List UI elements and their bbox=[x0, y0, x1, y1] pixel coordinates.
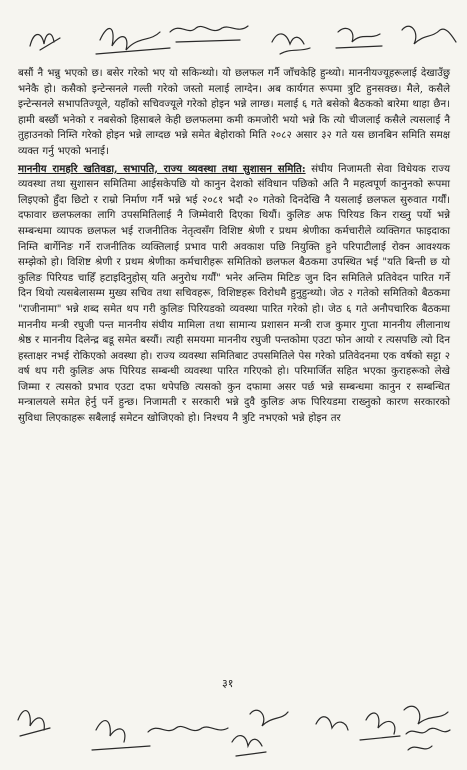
signatures-bottom bbox=[0, 690, 467, 766]
signatures-top bbox=[0, 2, 467, 62]
signature-7 bbox=[18, 711, 50, 736]
paragraph-text: संघीय निजामती सेवा विधेयक राज्य व्यवस्था तथा सुशासन समितिमा आईसकेपछि यो कानुन देशको संविधान पछिको अति नै महत्वपूर्ण कानुनको रूपमा लिइएको हुँदा छिटो र राम्रो निर्माण गर्नै भन्ने भई २०८१ भदौ २० गतेको दिनदेखि नै यसलाई छलफल सुरुवात गर्यौं। दफावार छलफलका लागि उपसमितिलाई नै जिम्मेवारी दिएका थियौं। कुलिङ अफ पिरियड किन राख्नु पर्यो भन्ने सम्बन्धमा व्यापक छलफल भई राजनीतिक नेतृत्वसँग विशिष्ट श्रेणी र प्रथम श्रेणीका कर्मचारीले व्यक्तिगत फाइदाका निम्ति बार्गेनिङ गर्ने राजनीतिक व्यक्तिलाई प्रभाव पारी अवकाश पछि नियुक्ति हुने परिपाटीलाई रोक्न आवश्यक सम्झेको हो। विशिष्ट श्रेणी र प्रथम श्रेणीका कर्मचारीहरू समितिको छलफल बैठकमा उपस्थित भई "यति बिन्ती छ यो कुलिङ पिरियड चाहिँ हटाइदिनुहोस् यति अनुरोध गर्यौं" भनेर अन्तिम मिटिङ जुन दिन समितिले प्रतिवेदन पारित गर्ने दिन थियो त्यसबेलासम्म मुख्य सचिव तथा सचिवहरू, विशिष्टहरू विरोधमै हुनुहुन्थ्यो। जेठ २ गतेको समितिको बैठकमा "राजीनामा" भन्ने शब्द समेत थप गरी कुलिङ पिरियडको व्यवस्था पारित गरेको हो। जेठ ६ गते अनौपचारिक बैठकमा माननीय मन्त्री रघुजी पन्त माननीय संघीय मामिला तथा सामान्य प्रशासन मन्त्री राज कुमार गुप्ता माननीय लीलानाथ श्रेष्ठ र माननीय दिलेन्द्र बडू समेत बस्यौं। त्यही समयमा माननीय रघुजी पन्तकोमा एउटा फोन आयो र त्यसपछि त्यो दिन हस्ताक्षर नभई रोकिएको अवस्था हो। राज्य व्यवस्था समितिबाट उपसमितिले पेस गरेको प्रतिवेदनमा एक वर्षको सट्टा २ वर्ष थप गरी कुलिङ अफ पिरियड सम्बन्धी व्यवस्था पारित गरिएको हो। परिमार्जित सहित भएका कुराहरूको लेखे जिम्मा र त्यसको प्रभाव एउटा दफा थपेपछि त्यसको कुन दफामा असर पर्छ भन्ने सम्बन्धमा कानुन र सम्बन्धित मन्त्रालयले समेत हेर्नु पर्ने हुन्छ। निजामती र सरकारी भन्ने दुवै कुलिङ अफ पिरियडमा राख्नुको कारण सरकारको सुविधा लिएकाहरू सबैलाई समेटन खोजिएको हो। निश्चय नै त्रुटि नभएको भन्ने होइन तर bbox=[18, 163, 450, 425]
signature-5 bbox=[336, 28, 382, 48]
paragraph-2 bbox=[18, 162, 450, 427]
signature-strip-top bbox=[0, 2, 467, 62]
signature-8 bbox=[92, 721, 150, 750]
signature-10 bbox=[232, 736, 266, 756]
signature-13 bbox=[360, 713, 400, 740]
body-text bbox=[18, 66, 450, 429]
signature-6 bbox=[402, 26, 456, 44]
signature-14 bbox=[404, 706, 450, 750]
signature-1 bbox=[30, 34, 60, 50]
signature-9 bbox=[148, 726, 228, 732]
signature-4 bbox=[272, 34, 310, 54]
signature-3 bbox=[170, 26, 248, 42]
speaker-heading: माननीय रामहरि खतिवडा, सभापति, राज्य व्यवस्था तथा सुशासन समिति: bbox=[18, 162, 306, 175]
paragraph-1 bbox=[18, 66, 450, 160]
paragraph-text: बसौं नै भन्नु भएको छ। बसेर गरेको भए यो सकिन्थ्यो। यो छलफल गर्नै जाँचकेहि हुन्थ्यो। माननीयज्यूहरूलाई देखाउँछु भनेकै हो। कसैको इन्टेन्सनले गल्ती गरेको जस्तो मलाई लाग्देन। अब कार्यगत रूपमा त्रुटि हुनसक्छ। मैले, कसैले इन्टेन्सनले सभापतिज्यूले, यहाँको सचिवज्यूले गरेको होइन भन्ने लाग्छ। मलाई ६ गते बसेको बैठकको बारेमा थाहा छैन। हामी बस्छौं भनेको र नबसेको हिसाबले केही छलफलमा कमी कमजोरी भयो भन्ने कि त्यो चीजलाई कसैले त्यसलाई नै तुहाउनको निम्ति गरेको होइन भन्ने लाग्दछ भन्ने समेत बेहोराको मिति २०८२ असार ३२ गते यस छानबिन समिति समक्ष व्यक्त गर्नु भएको भनाई। bbox=[18, 68, 450, 157]
signature-strip-bottom bbox=[0, 690, 467, 766]
signature-12 bbox=[316, 717, 348, 730]
signature-2 bbox=[96, 29, 170, 54]
page-number: ३१ bbox=[222, 677, 234, 690]
signature-11 bbox=[250, 710, 288, 726]
